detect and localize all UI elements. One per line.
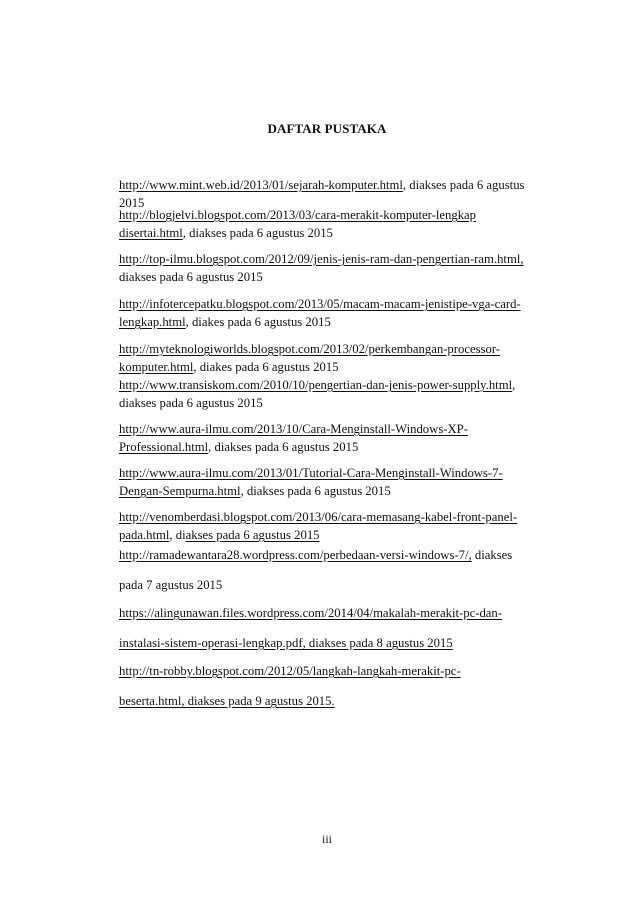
- reference-entry: [119, 604, 539, 652]
- reference-link[interactable]: instalasi-sistem-operasi-lengkap.pdf, diakses pada 8 agustus 2015: [119, 636, 453, 650]
- reference-entry: [119, 295, 539, 331]
- reference-line: [119, 692, 539, 710]
- reference-line: [119, 508, 539, 526]
- reference-line: [119, 206, 539, 224]
- reference-link[interactable]: lengkap.html: [119, 315, 186, 329]
- reference-text: 2015: [119, 196, 145, 210]
- reference-link[interactable]: beserta.html, diakses pada 9 agustus 2015.: [119, 694, 335, 708]
- reference-link[interactable]: Professional.html: [119, 440, 209, 454]
- reference-link[interactable]: Dengan-Sempurna.html: [119, 484, 241, 498]
- reference-text: , diakses pada 6 agustus 2015: [208, 440, 359, 454]
- reference-line: [119, 604, 539, 622]
- reference-line: [119, 634, 539, 652]
- reference-entry: [119, 206, 539, 242]
- reference-link[interactable]: https://alingunawan.files.wordpress.com/2014/04/makalah-merakit-pc-dan-: [119, 606, 502, 620]
- reference-line: [119, 295, 539, 313]
- reference-link[interactable]: http://www.aura-ilmu.com/2013/01/Tutorial-Cara-Menginstall-Windows-7-: [119, 466, 503, 480]
- reference-link[interactable]: http://tn-robby.blogspot.com/2012/05/langkah-langkah-merakit-pc-: [119, 664, 461, 678]
- reference-line: [119, 224, 539, 242]
- reference-line: [119, 376, 539, 394]
- reference-entry: [119, 376, 539, 412]
- reference-link[interactable]: http://www.mint.web.id/2013/01/sejarah-komputer.html: [119, 178, 403, 192]
- reference-line: [119, 394, 539, 412]
- reference-text: diakses: [471, 548, 513, 562]
- reference-entry: [119, 464, 539, 500]
- reference-link[interactable]: http://venomberdasi.blogspot.com/2013/06/cara-memasang-kabel-front-panel-: [119, 510, 518, 524]
- reference-link[interactable]: http://www.transiskom.com/2010/10/pengertian-dan-jenis-power-supply.html: [119, 378, 513, 392]
- reference-text: , diakses pada 6 agustus 2015: [240, 484, 391, 498]
- reference-link[interactable]: http://blogjelvi.blogspot.com/2013/03/cara-merakit-komputer-lengkap: [119, 208, 477, 222]
- reference-text: , diakes pada 6 agustus 2015: [185, 315, 331, 329]
- reference-entry: [119, 420, 539, 456]
- reference-line: [119, 313, 539, 331]
- reference-link[interactable]: http://www.aura-ilmu.com/2013/10/Cara-Menginstall-Windows-XP-: [119, 422, 468, 436]
- reference-line: [119, 464, 539, 482]
- reference-text: , diakses pada 6 agustus 2015: [182, 226, 333, 240]
- reference-entry: [119, 508, 539, 544]
- reference-link[interactable]: pada.html: [119, 528, 170, 542]
- reference-entry: [119, 546, 539, 594]
- reference-line: [119, 438, 539, 456]
- reference-line: [119, 250, 539, 268]
- reference-text: pada 7 agustus 2015: [119, 578, 223, 592]
- reference-link[interactable]: http://myteknologiworlds.blogspot.com/2013/02/perkembangan-processor-: [119, 342, 501, 356]
- page-number: iii: [321, 832, 332, 846]
- reference-link[interactable]: disertai.html: [119, 226, 183, 240]
- reference-line: [119, 482, 539, 500]
- reference-line: [119, 662, 539, 680]
- reference-text: , diakes pada 6 agustus 2015: [193, 360, 339, 374]
- reference-text: diakses pada 6 agustus 2015: [119, 396, 263, 410]
- reference-text: , di: [169, 528, 186, 542]
- reference-line: [119, 176, 539, 194]
- reference-line: [119, 526, 539, 544]
- reference-text: ,: [512, 378, 516, 392]
- reference-link[interactable]: komputer.html: [119, 360, 194, 374]
- reference-link[interactable]: http://top-ilmu.blogspot.com/2012/09/jenis-jenis-ram-dan-pengertian-ram.html,: [119, 252, 524, 266]
- reference-text: diakses pada 6 agustus 2015: [119, 270, 263, 284]
- reference-line: [119, 546, 539, 564]
- reference-link[interactable]: http://ramadewantara28.wordpress.com/perbedaan-versi-windows-7/,: [119, 548, 472, 562]
- reference-entry: [119, 340, 539, 376]
- reference-line: [119, 420, 539, 438]
- reference-entry: [119, 250, 539, 286]
- reference-line: [119, 340, 539, 358]
- reference-line: [119, 268, 539, 286]
- reference-entry: [119, 662, 539, 710]
- reference-line: [119, 576, 539, 594]
- reference-line: [119, 358, 539, 376]
- reference-text: , diakses pada 6 agustus: [402, 178, 525, 192]
- reference-link[interactable]: http://infotercepatku.blogspot.com/2013/05/macam-macam-jenistipe-vga-card-: [119, 297, 521, 311]
- page-title: DAFTAR PUSTAKA: [267, 121, 387, 136]
- reference-link[interactable]: akses pada 6 agustus 2015: [185, 528, 320, 542]
